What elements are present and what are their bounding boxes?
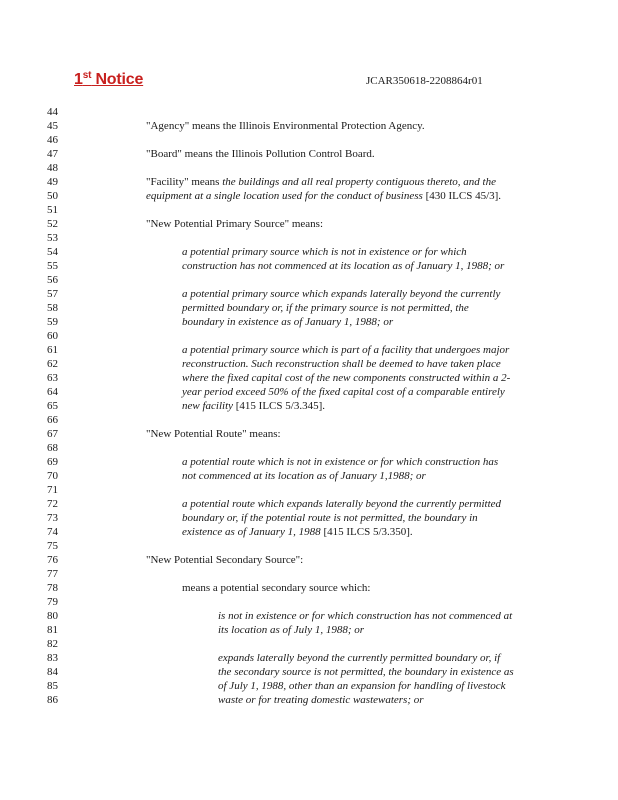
line-number: 59	[47, 316, 58, 328]
primary-source-item-1-line-1: a potential primary source which is not in existence or for which	[182, 246, 467, 258]
notice-heading	[74, 70, 143, 89]
new-facility-term: new facility	[182, 400, 234, 412]
line-number: 84	[47, 666, 58, 678]
line-number: 64	[47, 386, 58, 398]
line-number: 75	[47, 540, 58, 552]
line-number: 68	[47, 442, 58, 454]
line-number: 78	[47, 582, 58, 594]
route-citation: [415 ILCS 5/3.350].	[320, 526, 413, 538]
line-number: 80	[47, 610, 58, 622]
secondary-source-item-2-line-4: waste or for treating domestic wastewaters; or	[218, 694, 424, 706]
line-number: 67	[47, 428, 58, 440]
primary-source-item-2-line-2: permitted boundary or, if the primary source is not permitted, the	[182, 302, 469, 314]
line-number: 85	[47, 680, 58, 692]
primary-source-item-1-line-2: construction has not commenced at its location as of January 1, 1988; or	[182, 260, 505, 272]
primary-source-citation: [415 ILCS 5/3.345].	[233, 400, 325, 412]
facility-definition-text-cont: equipment at a single location used for the conduct of business	[146, 190, 423, 202]
primary-source-item-2-line-1: a potential primary source which expands laterally beyond the currently	[182, 288, 501, 300]
route-item-1-line-2: not commenced at its location as of January 1,1988; or	[182, 470, 426, 482]
secondary-source-intro: means a potential secondary source which:	[182, 582, 371, 594]
primary-source-item-3-line-4: year period exceed 50% of the fixed capital cost of a comparable entirely	[182, 386, 505, 398]
facility-definition-line-1	[146, 176, 496, 188]
line-number: 60	[47, 330, 58, 342]
line-number: 52	[47, 218, 58, 230]
line-number: 71	[47, 484, 58, 496]
secondary-source-item-2-line-1: expands laterally beyond the currently permitted boundary or, if	[218, 652, 501, 664]
line-number: 72	[47, 498, 58, 510]
line-number: 58	[47, 302, 58, 314]
line-number: 79	[47, 596, 58, 608]
route-item-2-line-3	[182, 526, 413, 538]
line-number: 44	[47, 106, 58, 118]
line-number: 46	[47, 134, 58, 146]
line-number: 66	[47, 414, 58, 426]
line-number: 48	[47, 162, 58, 174]
line-number: 69	[47, 456, 58, 468]
line-number: 57	[47, 288, 58, 300]
line-number: 61	[47, 344, 58, 356]
facility-citation: [430 ILCS 45/3].	[422, 190, 502, 202]
notice-number: 1	[74, 71, 83, 88]
line-number: 49	[47, 176, 58, 188]
notice-ordinal-suffix: st	[82, 70, 92, 81]
line-number: 50	[47, 190, 58, 202]
line-number: 47	[47, 148, 58, 160]
secondary-source-item-1-line-2: its location as of July 1, 1988; or	[218, 624, 365, 636]
line-number: 81	[47, 624, 58, 636]
line-number: 55	[47, 260, 58, 272]
line-number: 86	[47, 694, 58, 706]
new-secondary-source-heading: "New Potential Secondary Source":	[146, 554, 304, 566]
line-number: 74	[47, 526, 58, 538]
board-definition: "Board" means the Illinois Pollution Control Board.	[146, 148, 375, 160]
primary-source-item-3-line-3: where the fixed capital cost of the new components constructed within a 2-	[182, 372, 511, 384]
secondary-source-item-2-line-2: the secondary source is not permitted, the boundary in existence as	[218, 666, 514, 678]
new-primary-source-heading: "New Potential Primary Source" means:	[146, 218, 323, 230]
line-number: 45	[47, 120, 58, 132]
line-number: 76	[47, 554, 58, 566]
primary-source-item-2-line-3: boundary in existence as of January 1, 1988; or	[182, 316, 394, 328]
line-number: 62	[47, 358, 58, 370]
route-item-2-text: existence as of January 1, 1988	[182, 526, 321, 538]
facility-definition-text: the buildings and all real property contiguous thereto, and the	[222, 176, 496, 188]
primary-source-item-3-line-2: reconstruction. Such reconstruction shall be deemed to have taken place	[182, 358, 501, 370]
line-number: 65	[47, 400, 58, 412]
line-number: 73	[47, 512, 58, 524]
secondary-source-item-2-line-3: of July 1, 1988, other than an expansion for handling of livestock	[218, 680, 506, 692]
primary-source-item-3-line-5	[182, 400, 325, 412]
line-number: 63	[47, 372, 58, 384]
new-potential-route-heading: "New Potential Route" means:	[146, 428, 281, 440]
line-number: 51	[47, 204, 58, 216]
secondary-source-item-1-line-1: is not in existence or for which construction has not commenced at	[218, 610, 513, 622]
line-number: 82	[47, 638, 58, 650]
facility-term: "Facility" means	[146, 176, 223, 188]
facility-definition-line-2	[146, 190, 501, 202]
document-id: JCAR350618-2208864r01	[366, 75, 483, 87]
line-number: 77	[47, 568, 58, 580]
line-number: 83	[47, 652, 58, 664]
line-number: 56	[47, 274, 58, 286]
route-item-1-line-1: a potential route which is not in existence or for which construction has	[182, 456, 499, 468]
route-item-2-line-2: boundary or, if the potential route is not permitted, the boundary in	[182, 512, 478, 524]
route-item-2-line-1: a potential route which expands laterally beyond the currently permitted	[182, 498, 502, 510]
notice-word: Notice	[91, 71, 144, 88]
line-number: 53	[47, 232, 58, 244]
primary-source-item-3-line-1: a potential primary source which is part of a facility that undergoes major	[182, 344, 510, 356]
line-number: 70	[47, 470, 58, 482]
line-number: 54	[47, 246, 58, 258]
agency-definition: "Agency" means the Illinois Environmental Protection Agency.	[146, 120, 425, 132]
